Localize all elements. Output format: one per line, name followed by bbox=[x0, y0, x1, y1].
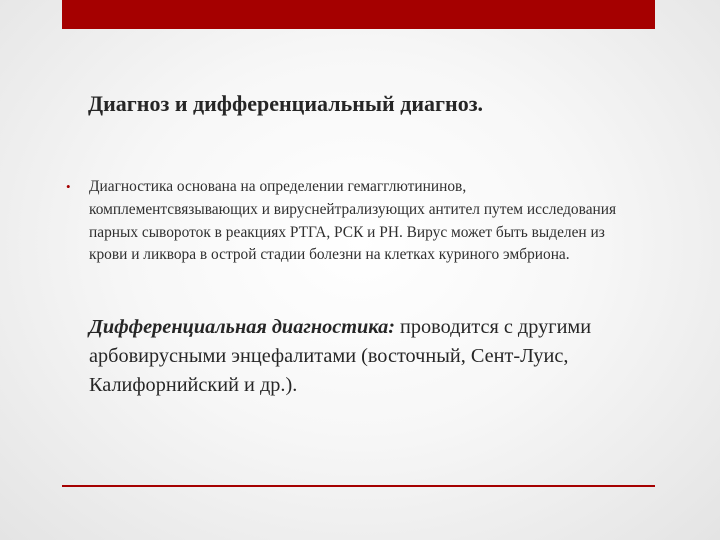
paragraph-body: проводится с другими арбовирусными энцефалитами (восточный, Сент-Луис, Калифорнийский и др.). bbox=[89, 316, 592, 396]
differential-diagnosis-paragraph bbox=[89, 313, 659, 400]
bullet-item bbox=[66, 176, 646, 267]
slide-title: Диагноз и дифференциальный диагноз. bbox=[88, 91, 484, 116]
top-accent-bar bbox=[62, 0, 655, 29]
paragraph-lead: Дифференциальная диагностика: bbox=[89, 316, 395, 338]
bullet-text: Диагностика основана на определении гемагглютининов, комплементсвязывающих и вируснейтрализующих антител путем исследования парных сывороток в реакциях РТГА, РСК и РН. Вирус может быть выделен из крови и ликвора в острой стадии болезни на клетках куриного эмбриона. bbox=[89, 178, 617, 264]
bottom-divider-line bbox=[62, 485, 655, 487]
bullet-marker: • bbox=[66, 179, 71, 194]
